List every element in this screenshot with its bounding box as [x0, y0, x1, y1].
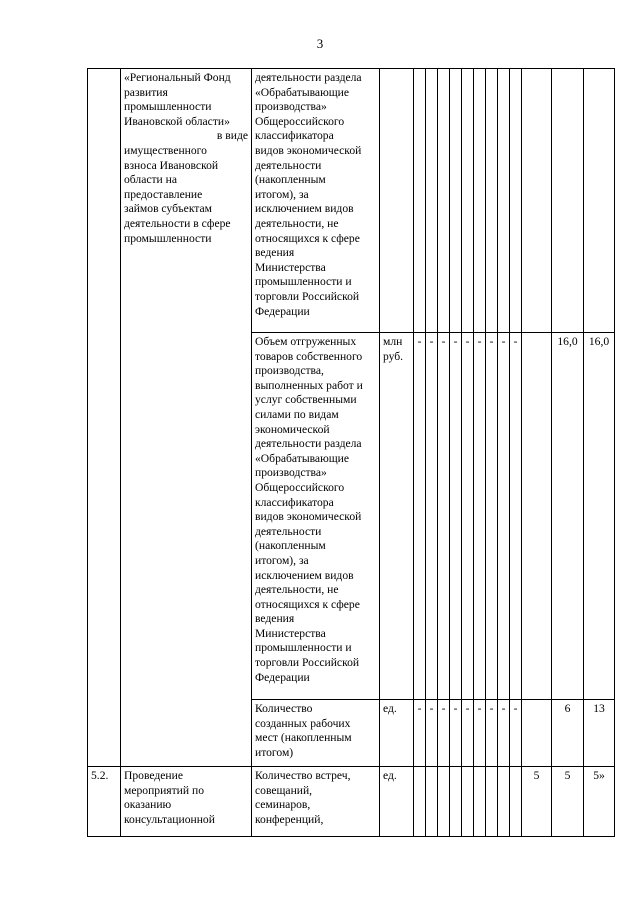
year-value-cell: 13 — [584, 700, 615, 767]
indicator-cell: Количество встреч, совещаний, семинаров, конференций, — [252, 767, 380, 837]
unit-cell: ед. — [380, 700, 414, 767]
year-value-cell: - — [438, 700, 450, 767]
table-row-fund — [88, 69, 615, 333]
year-value-cell: 6 — [552, 700, 584, 767]
year-value-cell: - — [474, 333, 486, 700]
year-value-cell: 5 — [522, 767, 552, 837]
year-value-cell: - — [474, 700, 486, 767]
year-value-cell: - — [450, 700, 462, 767]
measure-name-cell: «Региональный Фонд развития промышленности Ивановской области» в виде имущественного взноса Ивановской области на предоставление займов субъектам деятельности в сфере промышленности — [121, 69, 252, 767]
year-value-cell: - — [510, 700, 522, 767]
year-value-cell — [522, 700, 552, 767]
year-value-cell: - — [462, 700, 474, 767]
year-value-cell — [522, 333, 552, 700]
year-value-cell: 5» — [584, 767, 615, 837]
year-value-cell: - — [414, 700, 426, 767]
year-value-cell: - — [498, 333, 510, 700]
year-value-cell: - — [486, 333, 498, 700]
year-value-cell: 16,0 — [552, 333, 584, 700]
indicator-cell: Количество созданных рабочих мест (накопленным итогом) — [252, 700, 380, 767]
year-value-cell: - — [426, 700, 438, 767]
unit-cell: млн руб. — [380, 333, 414, 700]
year-value-cell: - — [414, 333, 426, 700]
table-row-5-2 — [88, 767, 615, 837]
year-value-cell: - — [426, 333, 438, 700]
indicator-cell: деятельности раздела «Обрабатывающие производства» Общероссийского классификатора видов экономической деятельности (накопленным итогом), за исключением видов деятельности, не относящихся к сфере ведения Министерства промышленности и торговли Российской Федерации — [252, 69, 380, 333]
row-number-cell: 5.2. — [88, 767, 121, 837]
year-value-cell: - — [438, 333, 450, 700]
measure-name-cell: Проведение мероприятий по оказанию консультационной — [121, 767, 252, 837]
program-indicators-table — [87, 68, 615, 837]
unit-cell — [380, 69, 414, 333]
year-value-cell: - — [510, 333, 522, 700]
year-value-cell: - — [486, 700, 498, 767]
year-value-cell: 5 — [552, 767, 584, 837]
year-value-cell: 16,0 — [584, 333, 615, 700]
indicator-cell: Объем отгруженных товаров собственного производства, выполненных работ и услуг собственными силами по видам экономической деятельности раздела «Обрабатывающие производства» Общероссийского классификатора видов экономической деятельности (накопленным итогом), за исключением видов деятельности, не относящихся к сфере ведения Министерства промышленности и торговли Российской Федерации — [252, 333, 380, 700]
year-value-cell: - — [450, 333, 462, 700]
unit-cell: ед. — [380, 767, 414, 837]
page-number: 3 — [316, 36, 324, 51]
year-value-cell: - — [498, 700, 510, 767]
row-number-cell — [88, 69, 121, 767]
year-value-cell: - — [462, 333, 474, 700]
